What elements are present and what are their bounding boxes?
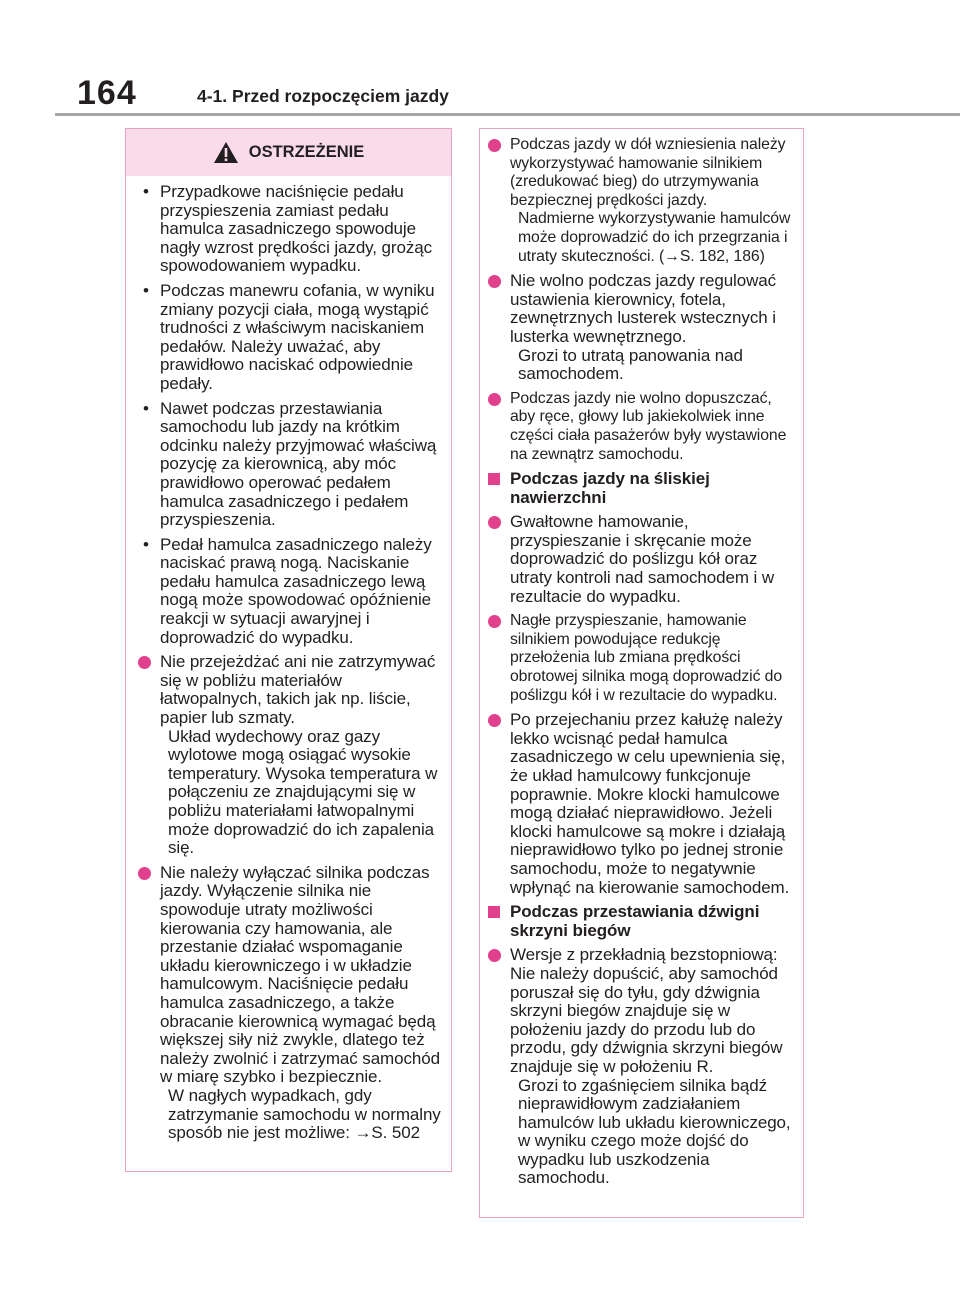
section-heading (488, 470, 799, 507)
pink-dot-icon (138, 867, 151, 880)
warning-triangle-icon (213, 141, 239, 164)
list-item (488, 272, 799, 384)
item-text: Pedał hamulca zasadniczego należy naciskać prawą nogą. Naciskanie pedału hamulca zasadniczego lewą nogą może spowodować opóźnienie reakcji w sytuacji awaryjnej i doprowadzić do wypadku. (160, 534, 432, 647)
item-subtext: Układ wydechowy oraz gazy wylotowe mogą osiągać wysokie temperatury. Wysoka temperatura w połączeniu ze znajdującymi się w pobliżu materiałami łatwopalnymi może doprowadzić do ich zapalenia się. (168, 726, 438, 858)
item-text: Przypadkowe naciśnięcie pedału przyspieszenia zamiast pedału hamulca zasadniczego spowoduje nagły wzrost prędkości jazdy, grożąc spowodowaniem wypadku. (160, 182, 432, 276)
header-rule (55, 113, 960, 116)
bullet-marker: • (143, 182, 149, 201)
item-text: Podczas przestawiania dźwigni skrzyni biegów (510, 902, 760, 940)
item-text: Nie wolno podczas jazdy regulować ustawienia kierownicy, fotela, zewnętrznych lusterek wstecznych i lusterka wewnętrznego. (510, 271, 777, 346)
right-column-box (479, 128, 804, 1218)
warning-list (126, 176, 451, 1143)
pink-dot-icon (488, 139, 501, 152)
section-title: 4-1. Przed rozpoczęciem jazdy (197, 86, 449, 106)
section-heading (488, 903, 799, 940)
pink-dot-icon (488, 714, 501, 727)
item-text: Podczas jazdy nie wolno dopuszczać, aby ręce, głowy lub jakiekolwiek inne części ciała pasażerów były wystawione na zewnątrz samochodu. (510, 389, 787, 463)
list-item (488, 390, 799, 464)
item-text: Podczas jazdy na śliskiej nawierzchni (510, 469, 710, 507)
item-text: Po przejechaniu przez kałużę należy lekko wcisnąć pedał hamulca zasadniczego w celu upewnienia się, że układ hamulcowy funkcjonuje poprawnie. Mokre klocki hamulcowe mogą działać nieprawidłowo. Jeżeli klocki hamulcowe są mokre i działają nieprawidłowo tylko po jednej stronie samochodu, może to negatywnie wpłynąć na kierowanie samochodem. (510, 710, 790, 897)
list-item (488, 612, 799, 705)
list-item (488, 711, 799, 897)
pink-dot-icon (488, 615, 501, 628)
list-item (138, 653, 446, 858)
warning-header (126, 129, 451, 176)
item-text: Nie należy wyłączać silnika podczas jazdy. Wyłączenie silnika nie spowoduje utraty możliwości kierowania czy hamowania, ale przestanie działać wspomaganie układu kierowniczego i w układzie hamulcowym. Naciśnięcie pedału hamulca zasadniczego, a także obracanie kierownicą wymagać będą większej siły niż zwykle, dlatego też należy zwolnić i zatrzymać samochód w miarę szybko i bezpiecznie. (160, 862, 440, 1087)
pink-square-icon (488, 473, 500, 485)
list-item (138, 400, 446, 530)
item-subtext: Nadmierne wykorzystywanie hamulców może doprowadzić do ich przegrzania i utraty skuteczności. (→S. 182, 186) (518, 210, 791, 265)
list-item (488, 136, 799, 266)
list-item (138, 864, 446, 1143)
bullet-marker: • (143, 398, 149, 418)
list-item (488, 513, 799, 606)
list-item (138, 536, 446, 648)
bullet-marker: • (143, 534, 149, 554)
item-subtext: W nagłych wypadkach, gdy zatrzymanie samochodu w normalny sposób nie jest możliwe: →S. 502 (168, 1085, 441, 1143)
pink-dot-icon (488, 949, 501, 962)
item-text: Wersje z przekładnią bezstopniową: Nie należy dopuścić, aby samochód poruszał się do tyłu, gdy dźwignia skrzyni biegów znajduje się w położeniu jazdy do przodu lub do przodu, gdy dźwignia skrzyni biegów znajduje się w położeniu R. (510, 945, 783, 1076)
pink-dot-icon (488, 275, 501, 288)
pink-dot-icon (138, 656, 151, 669)
item-text: Podczas jazdy w dół wzniesienia należy wykorzystywać hamowanie silnikiem (zredukować bieg) do utrzymywania bezpiecznej prędkości jazdy. (510, 136, 786, 209)
pink-square-icon (488, 906, 500, 918)
item-text: Nawet podczas przestawiania samochodu lub jazdy na krótkim odcinku należy przyjmować właściwą pozycję za kierownicą, aby móc prawidłowo operować pedałem hamulca zasadniczego i pedałem przyspieszenia. (160, 398, 437, 530)
bullet-marker: • (143, 280, 149, 300)
page-number: 164 (77, 74, 137, 112)
item-text: Nagłe przyspieszanie, hamowanie silnikiem powodujące redukcję przełożenia lub zmiana prędkości obrotowej silnika mogą doprowadzić do poślizgu kół i w rezultacie do wypadku. (510, 612, 783, 704)
item-subtext: Grozi to utratą panowania nad samochodem. (518, 345, 743, 384)
item-subtext: Grozi to zgaśnięciem silnika bądź nieprawidłowym zadziałaniem hamulców lub układu kierowniczego, w wyniku czego może dojść do wypadku lub uszkodzenia samochodu. (518, 1075, 791, 1188)
list-item (488, 946, 799, 1188)
pink-dot-icon (488, 393, 501, 406)
list-item (138, 282, 446, 394)
item-text: Gwałtowne hamowanie, przyspieszanie i skręcanie może doprowadzić do poślizgu kół oraz utraty kontroli nad samochodem i w rezultacie do wypadku. (510, 512, 775, 606)
warning-box (125, 128, 452, 1172)
list-item (138, 183, 446, 276)
item-text: Podczas manewru cofania, w wyniku zmiany pozycji ciała, mogą wystąpić trudności z właściwym naciskaniem pedałów. Należy uważać, aby prawidłowo naciskać odpowiednie pedały. (160, 280, 435, 393)
warning-title: OSTRZEŻENIE (248, 143, 365, 161)
pink-dot-icon (488, 516, 501, 529)
item-text: Nie przejeżdżać ani nie zatrzymywać się w pobliżu materiałów łatwopalnych, takich jak np. liście, papier lub szmaty. (160, 652, 436, 728)
